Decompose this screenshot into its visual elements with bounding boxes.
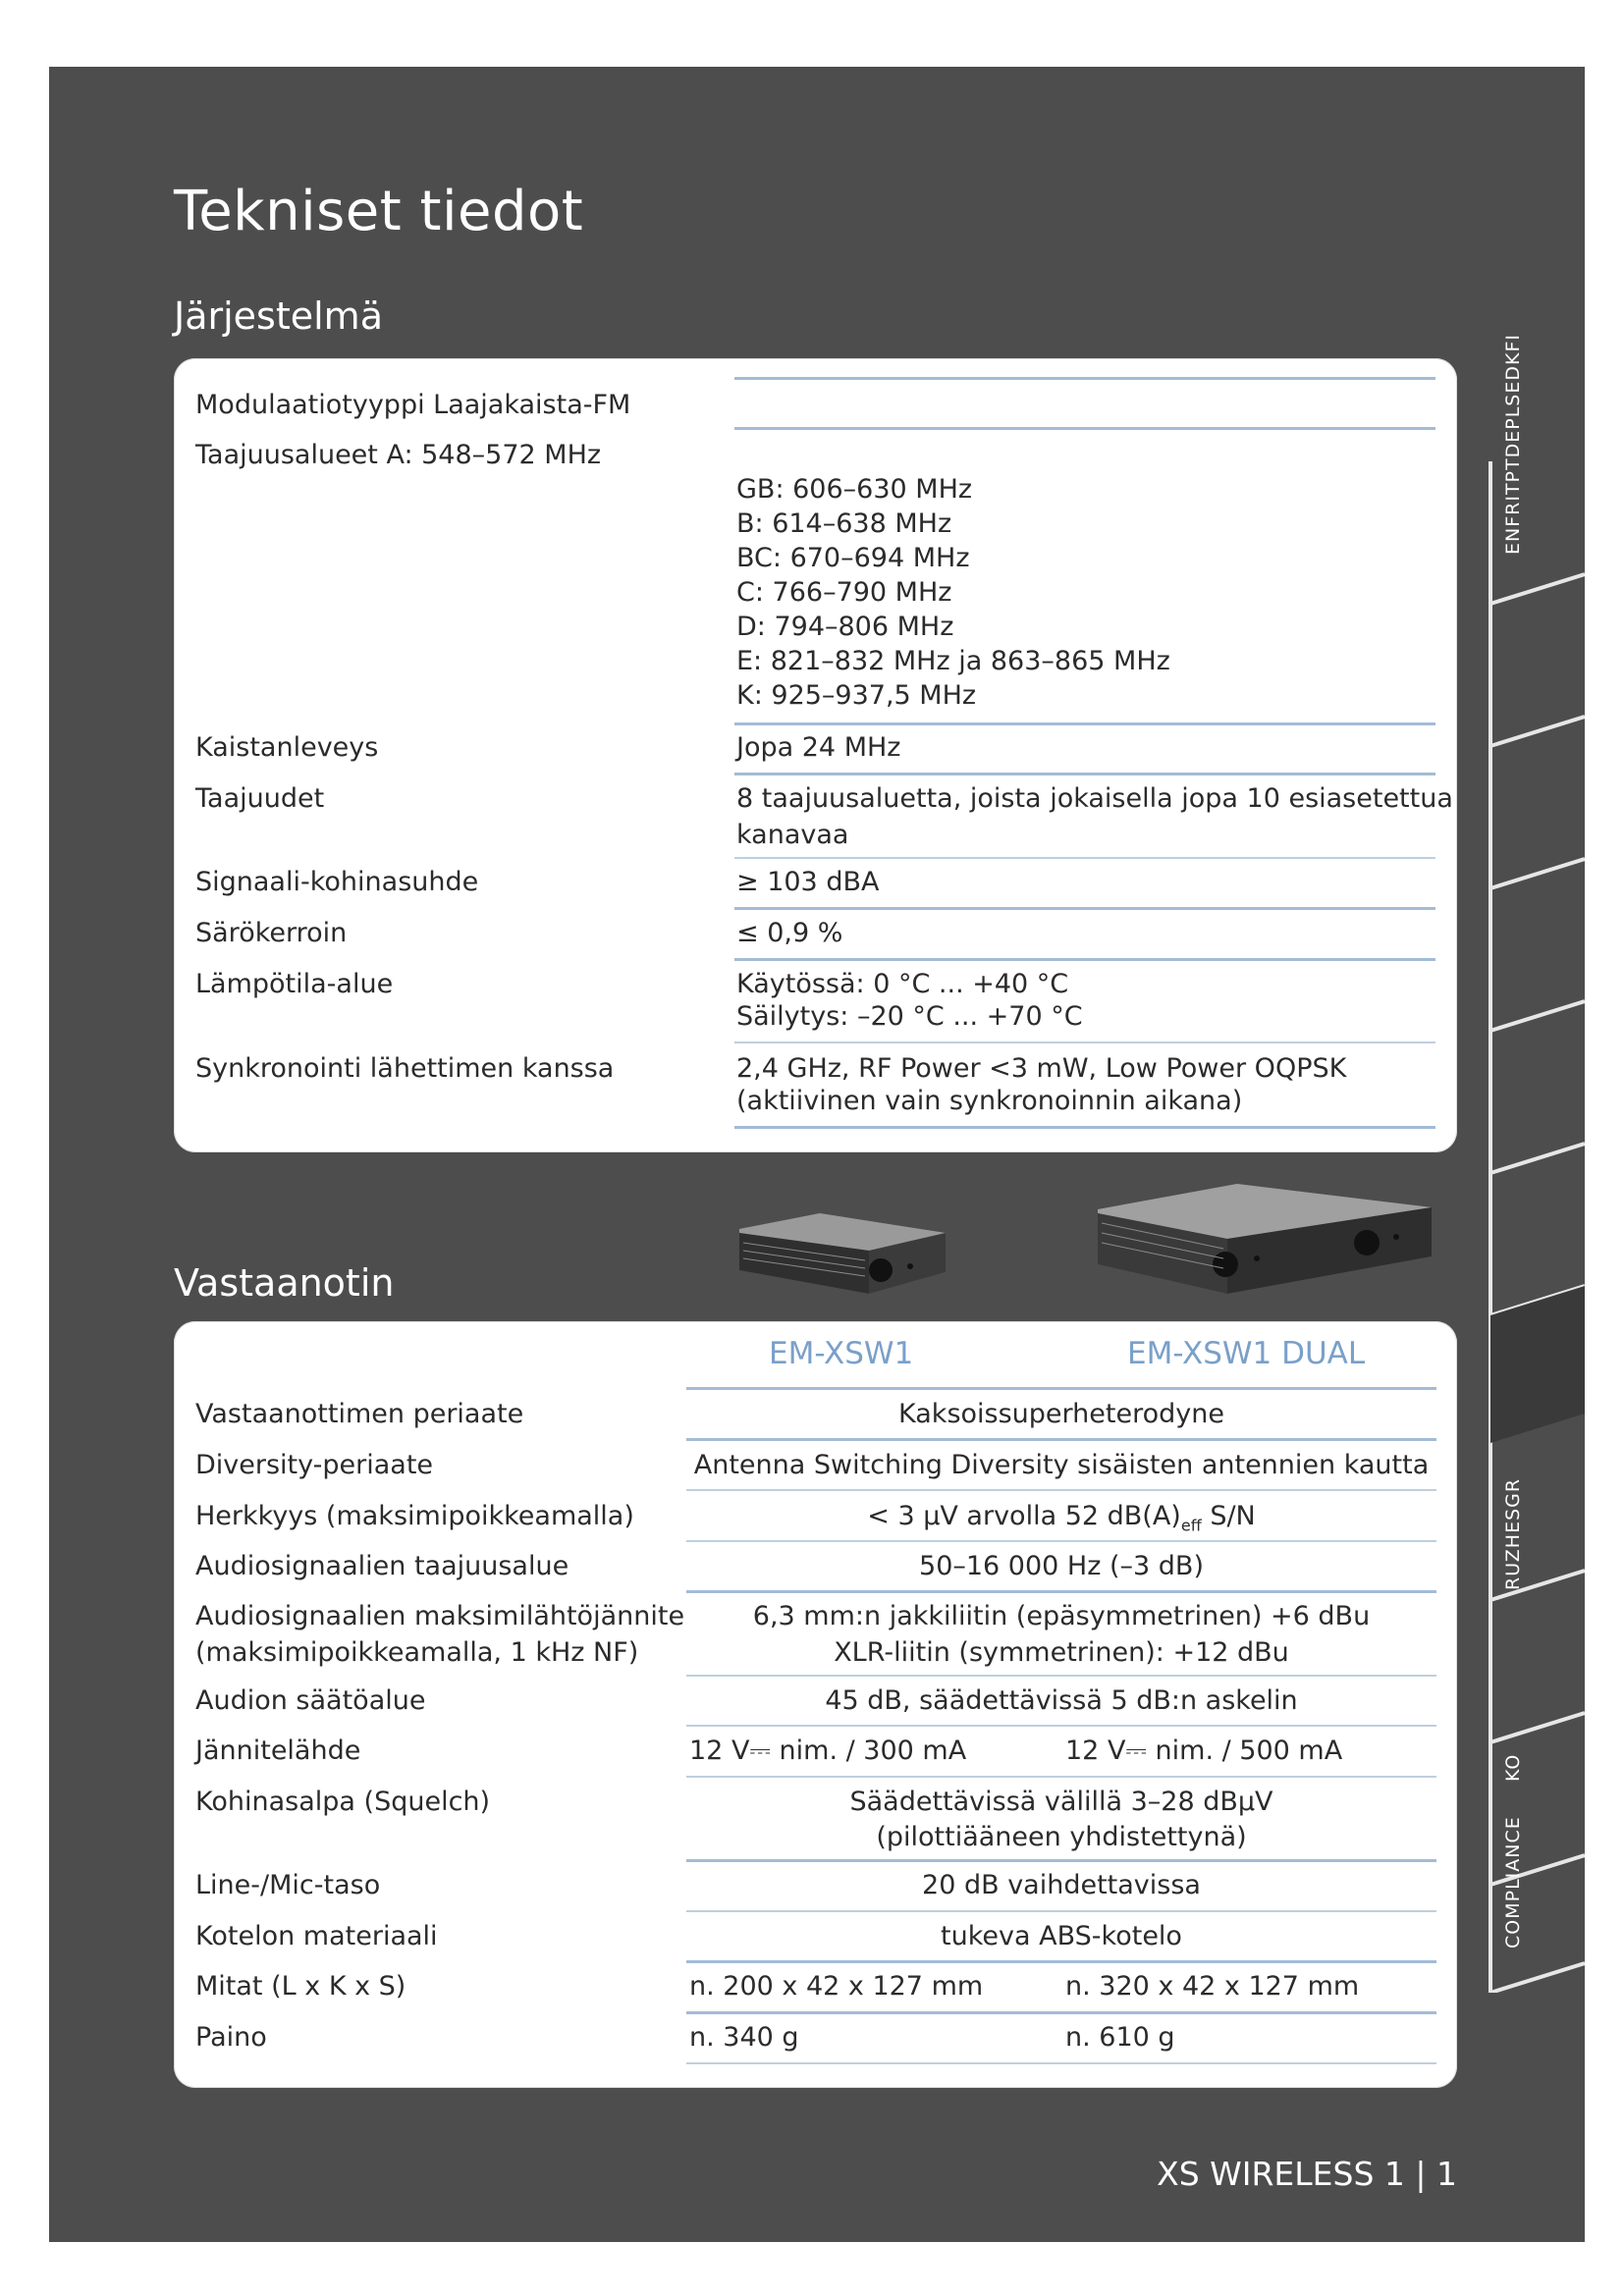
spec-label: Särökerroin — [195, 918, 348, 948]
em-xsw1-dual-device-image — [1090, 1178, 1438, 1301]
row-divider — [686, 1725, 1436, 1727]
spec-label: Taajuudet — [195, 783, 325, 814]
spec-value: 45 dB, säädettävissä 5 dB:n askelin — [825, 1685, 1298, 1716]
tab-languages-middle[interactable]: RUZHESGR — [1502, 1477, 1524, 1590]
spec-label: Audion säätöalue — [195, 1685, 426, 1716]
row-divider — [734, 427, 1435, 430]
row-divider — [734, 857, 1435, 859]
row-divider — [686, 1540, 1436, 1542]
tab-compliance[interactable]: COMPLIANCE — [1502, 1816, 1524, 1949]
row-divider — [686, 1859, 1436, 1862]
row-divider — [686, 1960, 1436, 1963]
spec-label: Kaistanleveys — [195, 732, 379, 763]
system-spec-card — [174, 358, 1457, 1152]
spec-value: Käytössä: 0 °C ... +40 °C — [736, 969, 1069, 999]
spec-label: Kohinasalpa (Squelch) — [195, 1787, 491, 1817]
spec-value: BC: 670–694 MHz — [736, 543, 970, 573]
row-divider — [734, 907, 1435, 910]
row-divider — [686, 2062, 1436, 2064]
spec-value: (aktiivinen vain synkronoinnin aikana) — [736, 1086, 1243, 1116]
spec-label: Audiosignaalien taajuusalue — [195, 1551, 569, 1581]
tab-ko[interactable]: KO — [1502, 1753, 1524, 1782]
sensitivity-text: < 3 µV arvolla 52 dB(A) — [867, 1501, 1181, 1531]
em-xsw1-device-image — [731, 1207, 952, 1306]
spec-value-em-xsw1: 12 V⎓ nim. / 300 mA — [689, 1735, 967, 1766]
spec-value: 20 dB vaihdettavissa — [922, 1870, 1201, 1900]
column-header-em-xsw1: EM-XSW1 — [769, 1336, 914, 1371]
spec-value: C: 766–790 MHz — [736, 577, 952, 608]
spec-label: Jännitelähde — [195, 1735, 361, 1766]
spec-value-em-xsw1-dual: n. 320 x 42 x 127 mm — [1065, 1971, 1360, 2002]
spec-label: Audiosignaalien maksimilähtöjännite — [195, 1601, 685, 1631]
spec-value: Kaksoissuperheterodyne — [898, 1399, 1224, 1429]
spec-value: B: 614–638 MHz — [736, 508, 952, 539]
spec-value: 6,3 mm:n jakkiliitin (epäsymmetrinen) +6 dBu — [752, 1601, 1371, 1631]
spec-label: Kotelon materiaali — [195, 1921, 438, 1951]
spec-value-em-xsw1: n. 200 x 42 x 127 mm — [689, 1971, 984, 2002]
row-divider — [686, 2011, 1436, 2014]
spec-label: Diversity-periaate — [195, 1450, 434, 1480]
row-divider — [686, 1438, 1436, 1441]
row-divider — [734, 1041, 1435, 1043]
spec-value: 2,4 GHz, RF Power <3 mW, Low Power OQPSK — [736, 1053, 1347, 1084]
row-divider — [686, 1489, 1436, 1491]
spec-value: (pilottiääneen yhdistettynä) — [876, 1822, 1247, 1852]
spec-value: Antenna Switching Diversity sisäisten antennien kautta — [693, 1450, 1430, 1480]
system-heading: Järjestelmä — [174, 294, 383, 338]
spec-label: Taajuusalueet A: 548–572 MHz — [195, 440, 602, 470]
spec-label: Mitat (L x K x S) — [195, 1971, 406, 2002]
spec-value: K: 925–937,5 MHz — [736, 680, 977, 711]
row-divider — [686, 1776, 1436, 1778]
row-divider — [686, 1675, 1436, 1677]
spec-value: ≤ 0,9 % — [736, 918, 843, 948]
spec-value — [686, 1499, 1436, 1543]
spec-label: Line-/Mic-taso — [195, 1870, 381, 1900]
row-divider — [734, 958, 1435, 961]
row-divider — [734, 722, 1435, 725]
spec-label: Herkkyys (maksimipoikkeamalla) — [195, 1501, 634, 1531]
spec-value: Säilytys: –20 °C ... +70 °C — [736, 1001, 1083, 1032]
spec-value-em-xsw1: n. 340 g — [689, 2022, 799, 2053]
spec-value: Jopa 24 MHz — [736, 732, 901, 763]
spec-label: Paino — [195, 2022, 267, 2053]
spec-value: E: 821–832 MHz ja 863–865 MHz — [736, 646, 1170, 676]
spec-value: 8 taajuusaluetta, joista jokaisella jopa 10 esiasetettua — [736, 783, 1453, 814]
page-footer: XS WIRELESS 1 | 1 — [1157, 2155, 1457, 2193]
column-header-em-xsw1-dual: EM-XSW1 DUAL — [1127, 1336, 1366, 1371]
row-divider — [686, 1387, 1436, 1390]
spec-value: D: 794–806 MHz — [736, 612, 954, 642]
spec-label: Synkronointi lähettimen kanssa — [195, 1053, 615, 1084]
row-divider — [686, 1910, 1436, 1912]
spec-label: Signaali-kohinasuhde — [195, 867, 479, 897]
row-divider — [734, 377, 1435, 380]
row-divider — [686, 1590, 1436, 1593]
sensitivity-suffix: S/N — [1201, 1501, 1256, 1531]
spec-label: Lämpötila-alue — [195, 969, 394, 999]
spec-value-em-xsw1-dual: n. 610 g — [1065, 2022, 1175, 2053]
spec-label: Vastaanottimen periaate — [195, 1399, 524, 1429]
spec-label: (maksimipoikkeamalla, 1 kHz NF) — [195, 1637, 639, 1668]
language-tab-strip — [1487, 334, 1585, 1993]
spec-value: kanavaa — [736, 820, 849, 850]
tab-languages-top[interactable]: ENFRITPTDEPLSEDKFI — [1502, 334, 1524, 555]
spec-value-em-xsw1-dual: 12 V⎓ nim. / 500 mA — [1065, 1735, 1343, 1766]
page-title: Tekniset tiedot — [174, 180, 584, 243]
receiver-spec-card — [174, 1321, 1457, 2088]
row-divider — [734, 773, 1435, 775]
spec-label: Modulaatiotyyppi Laajakaista-FM — [195, 390, 631, 420]
row-divider — [734, 1126, 1435, 1129]
spec-value: GB: 606–630 MHz — [736, 474, 973, 505]
spec-value: Säädettävissä välillä 3–28 dBµV — [849, 1787, 1273, 1817]
spec-value: tukeva ABS-kotelo — [941, 1921, 1182, 1951]
spec-value: XLR-liitin (symmetrinen): +12 dBu — [834, 1637, 1289, 1668]
receiver-heading: Vastaanotin — [174, 1261, 395, 1305]
spec-value: 50–16 000 Hz (–3 dB) — [919, 1551, 1204, 1581]
spec-value: ≥ 103 dBA — [736, 867, 880, 897]
eff-subscript: eff — [1180, 1516, 1202, 1535]
